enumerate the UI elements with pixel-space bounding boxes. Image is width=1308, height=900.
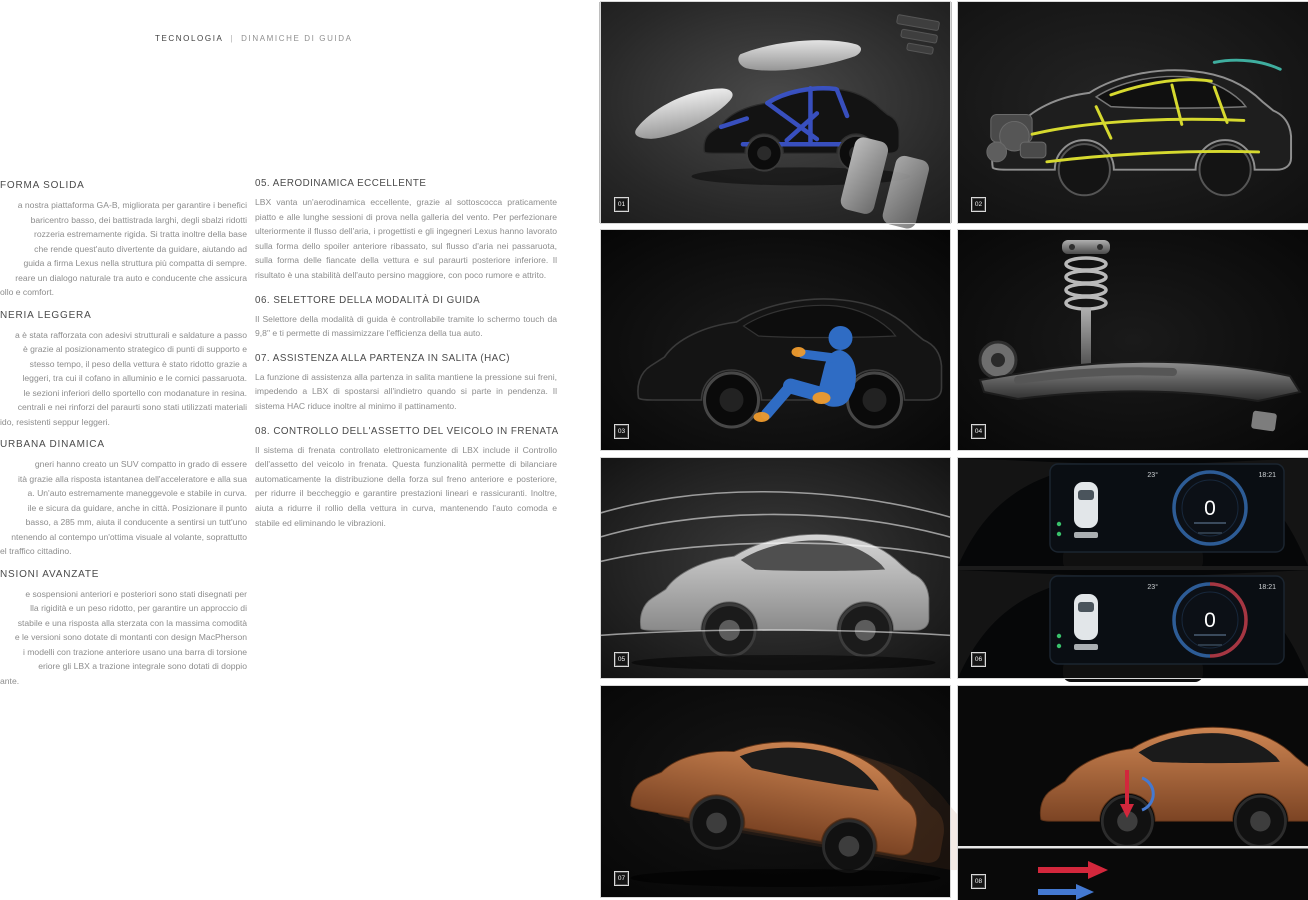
image-brake-posture — [958, 686, 1308, 900]
body-text-line: gneri hanno creato un SUV compatto in grado di essere — [34, 459, 247, 469]
body-text-line: le sezioni inferiori dello sportello con modanature in resina. — [23, 387, 247, 398]
cluster-speed: 0 — [1204, 609, 1216, 632]
section-paragraph: La funzione di assistenza alla partenza in salita mantiene la pressione sui freni, impedendo a LBX di spostarsi all'indietro quando si parte in pendenza. Il sistema HAC riduce inoltre al minimo il pattinamento. — [255, 371, 557, 411]
body-text-line: rozzeria estremamente rigida. Si tratta inoltre della base — [33, 229, 247, 239]
body-text-line: eriore gli LBX a trazione integrale sono dotati di doppio — [38, 661, 247, 671]
section-lightweight-engineering — [0, 310, 247, 430]
image-suspension — [958, 230, 1308, 450]
body-text-line: leggeri, tra cui il cofano in alluminio e le cornici passaruota. — [22, 373, 247, 383]
platform-exploded-illustration — [601, 2, 950, 223]
section-body — [0, 198, 247, 300]
image-driver-position — [601, 230, 950, 450]
section-title: FORMA SOLIDA — [0, 180, 85, 191]
body-text-line: è grazie al posizionamento strategico di punti di supporto e — [22, 344, 247, 354]
body-text-line: lla rigidità e un peso ridotto, per garantire un approccio di — [30, 603, 247, 613]
cluster-temp: 23° — [1147, 472, 1158, 479]
brake-posture-illustration — [958, 686, 1308, 900]
cluster-time: 18:21 — [1258, 472, 1276, 479]
ground-line — [958, 846, 1308, 849]
body-text-line: ntenendo al contempo un'ottima visuale al volante, soprattutto — [11, 531, 247, 542]
section-title: NSIONI AVANZATE — [0, 568, 100, 580]
suspension-illustration — [958, 230, 1308, 450]
section-title: URBANA DINAMICA — [0, 439, 105, 450]
driver-position-illustration — [601, 230, 950, 450]
hill-assist-illustration — [601, 686, 950, 897]
image-platform-exploded — [601, 2, 950, 223]
section-platform — [0, 180, 247, 300]
breadcrumb-section: TECNOLOGIA — [155, 34, 224, 43]
image-number-badge: 04 — [971, 424, 986, 439]
body-text-line: basso, a 285 mm, aiuta il conducente a sentirsi un tutt'uno — [25, 517, 247, 527]
cluster-temp: 23° — [1147, 584, 1158, 591]
body-text-line: ido, resistenti seppur leggeri. — [0, 416, 110, 427]
body-text-line: ante. — [0, 675, 20, 686]
body-text-line: centrali e nei rinforzi del paraurti sono stati utilizzati materiali — [17, 402, 247, 412]
section-paragraph: LBX vanta un'aerodinamica eccellente, grazie al sottoscocca praticamente piatto e alle lunghe sessioni di prova nella galleria del vento. Per perfezionare ulteriormente il flusso dell'aria, i progettisti e gli ingegneri Lexus hanno lavorato sulla forma dello spoiler anteriore ribassato, sul flusso d'aria nei passaruota, sulla forma delle fiancate della vettura e sul paraurti posteriore inferiore. Il risultato è una stabilità dell'auto persino maggiore, con poco rumore e attrito. — [255, 197, 557, 280]
section-title: 06. SELETTORE DELLA MODALITÀ DI GUIDA — [255, 294, 481, 306]
section-body — [0, 457, 247, 559]
section-title: 05. AERODINAMICA ECCELLENTE — [255, 178, 427, 189]
body-text-line: che rende quest'auto divertente da guidare, aiutando ad — [34, 243, 247, 254]
image-hill-assist — [601, 686, 950, 897]
section-hill-assist — [255, 353, 557, 414]
image-number-badge: 02 — [971, 197, 986, 212]
breadcrumb-subsection: DINAMICHE DI GUIDA — [241, 34, 353, 43]
body-structure-illustration — [958, 2, 1308, 223]
section-title: NERIA LEGGERA — [0, 309, 92, 321]
body-text-line: reare un dialogo naturale tra auto e conducente che assicura — [15, 272, 247, 283]
image-aerodynamics — [601, 458, 950, 678]
body-text-line: ile e sicura da guidare, anche in città. Posizionare il punto — [27, 502, 247, 513]
image-number-badge: 07 — [614, 871, 629, 886]
body-text-line: a è stata rafforzata con adesivi strutturali e saldature a passo — [14, 329, 247, 340]
body-text-line: e sospensioni anteriori e posteriori sono stati disegnati per — [25, 588, 247, 599]
instrument-cluster-illustration — [958, 458, 1308, 678]
section-aerodynamics — [255, 178, 557, 283]
image-drive-mode-cluster — [958, 458, 1308, 678]
body-text-line: guida a firma Lexus nella struttura più compatta di sempre. — [23, 258, 247, 268]
cluster-time: 18:21 — [1258, 584, 1276, 591]
breadcrumb — [155, 34, 353, 43]
section-advanced-suspension — [0, 569, 247, 689]
section-paragraph: Il Selettore della modalità di guida è controllabile tramite lo schermo touch da 9,8" e ti permette di massimizzare l'efficienza della tua auto. — [255, 313, 557, 339]
body-text-line: e le versioni sono dotate di montanti con design MacPherson — [14, 632, 247, 642]
image-body-structure-adhesives — [958, 2, 1308, 223]
image-number-badge: 03 — [614, 424, 629, 439]
left-text-column — [0, 180, 247, 698]
body-text-line: i modelli con trazione anteriore usano una barra di torsione — [22, 646, 247, 657]
section-title: 07. ASSISTENZA ALLA PARTENZA IN SALITA (HAC) — [255, 352, 511, 364]
body-text-line: ollo e comfort. — [0, 287, 54, 297]
body-text-line: ità grazie alla risposta istantanea dell'acceleratore e alla sua — [17, 473, 247, 484]
image-number-badge: 05 — [614, 652, 629, 667]
section-title: 08. CONTROLLO DELL'ASSETTO DEL VEICOLO IN FRENATA — [255, 425, 559, 437]
body-text-line: baricentro basso, dei battistrada larghi, degli sbalzi ridotti — [30, 214, 247, 225]
body-text-line: stesso tempo, il peso della vettura è stato ridotto grazie a — [29, 358, 247, 369]
section-body — [0, 587, 247, 689]
body-text-line: el traffico cittadino. — [0, 546, 72, 556]
section-paragraph: Il sistema di frenata controllato elettronicamente di LBX include il Controllo dell'assetto del veicolo in frenata. Questa funzionalità permette di bilanciare automaticamente la distribuzione della forza sul freno anteriore e posteriore, per ridurre il beccheggio e garantire prestazioni lineari e rassicuranti. Inoltre, aiuta a ridurre il rollio della vettura in curva, mantenendo l'auto comoda e stabile ed eliminando le vibrazioni. — [255, 444, 557, 528]
body-text-line: stabile e una risposta alla sterzata con la massima comodità — [17, 617, 247, 628]
aerodynamics-illustration — [601, 458, 950, 678]
section-body — [0, 328, 247, 430]
body-text-line: a. Un'auto estremamente maneggevole e stabile in curva. — [27, 488, 247, 498]
middle-text-column — [255, 178, 557, 542]
image-number-badge: 06 — [971, 652, 986, 667]
breadcrumb-separator: | — [230, 34, 235, 43]
image-number-badge: 08 — [971, 874, 986, 889]
section-drive-mode-select — [255, 295, 557, 341]
section-urban-dynamics — [0, 439, 247, 559]
section-brake-posture-control — [255, 426, 557, 531]
image-number-badge: 01 — [614, 197, 629, 212]
cluster-speed: 0 — [1204, 497, 1216, 520]
body-text-line: a nostra piattaforma GA-B, migliorata per garantire i benefici — [17, 200, 247, 210]
